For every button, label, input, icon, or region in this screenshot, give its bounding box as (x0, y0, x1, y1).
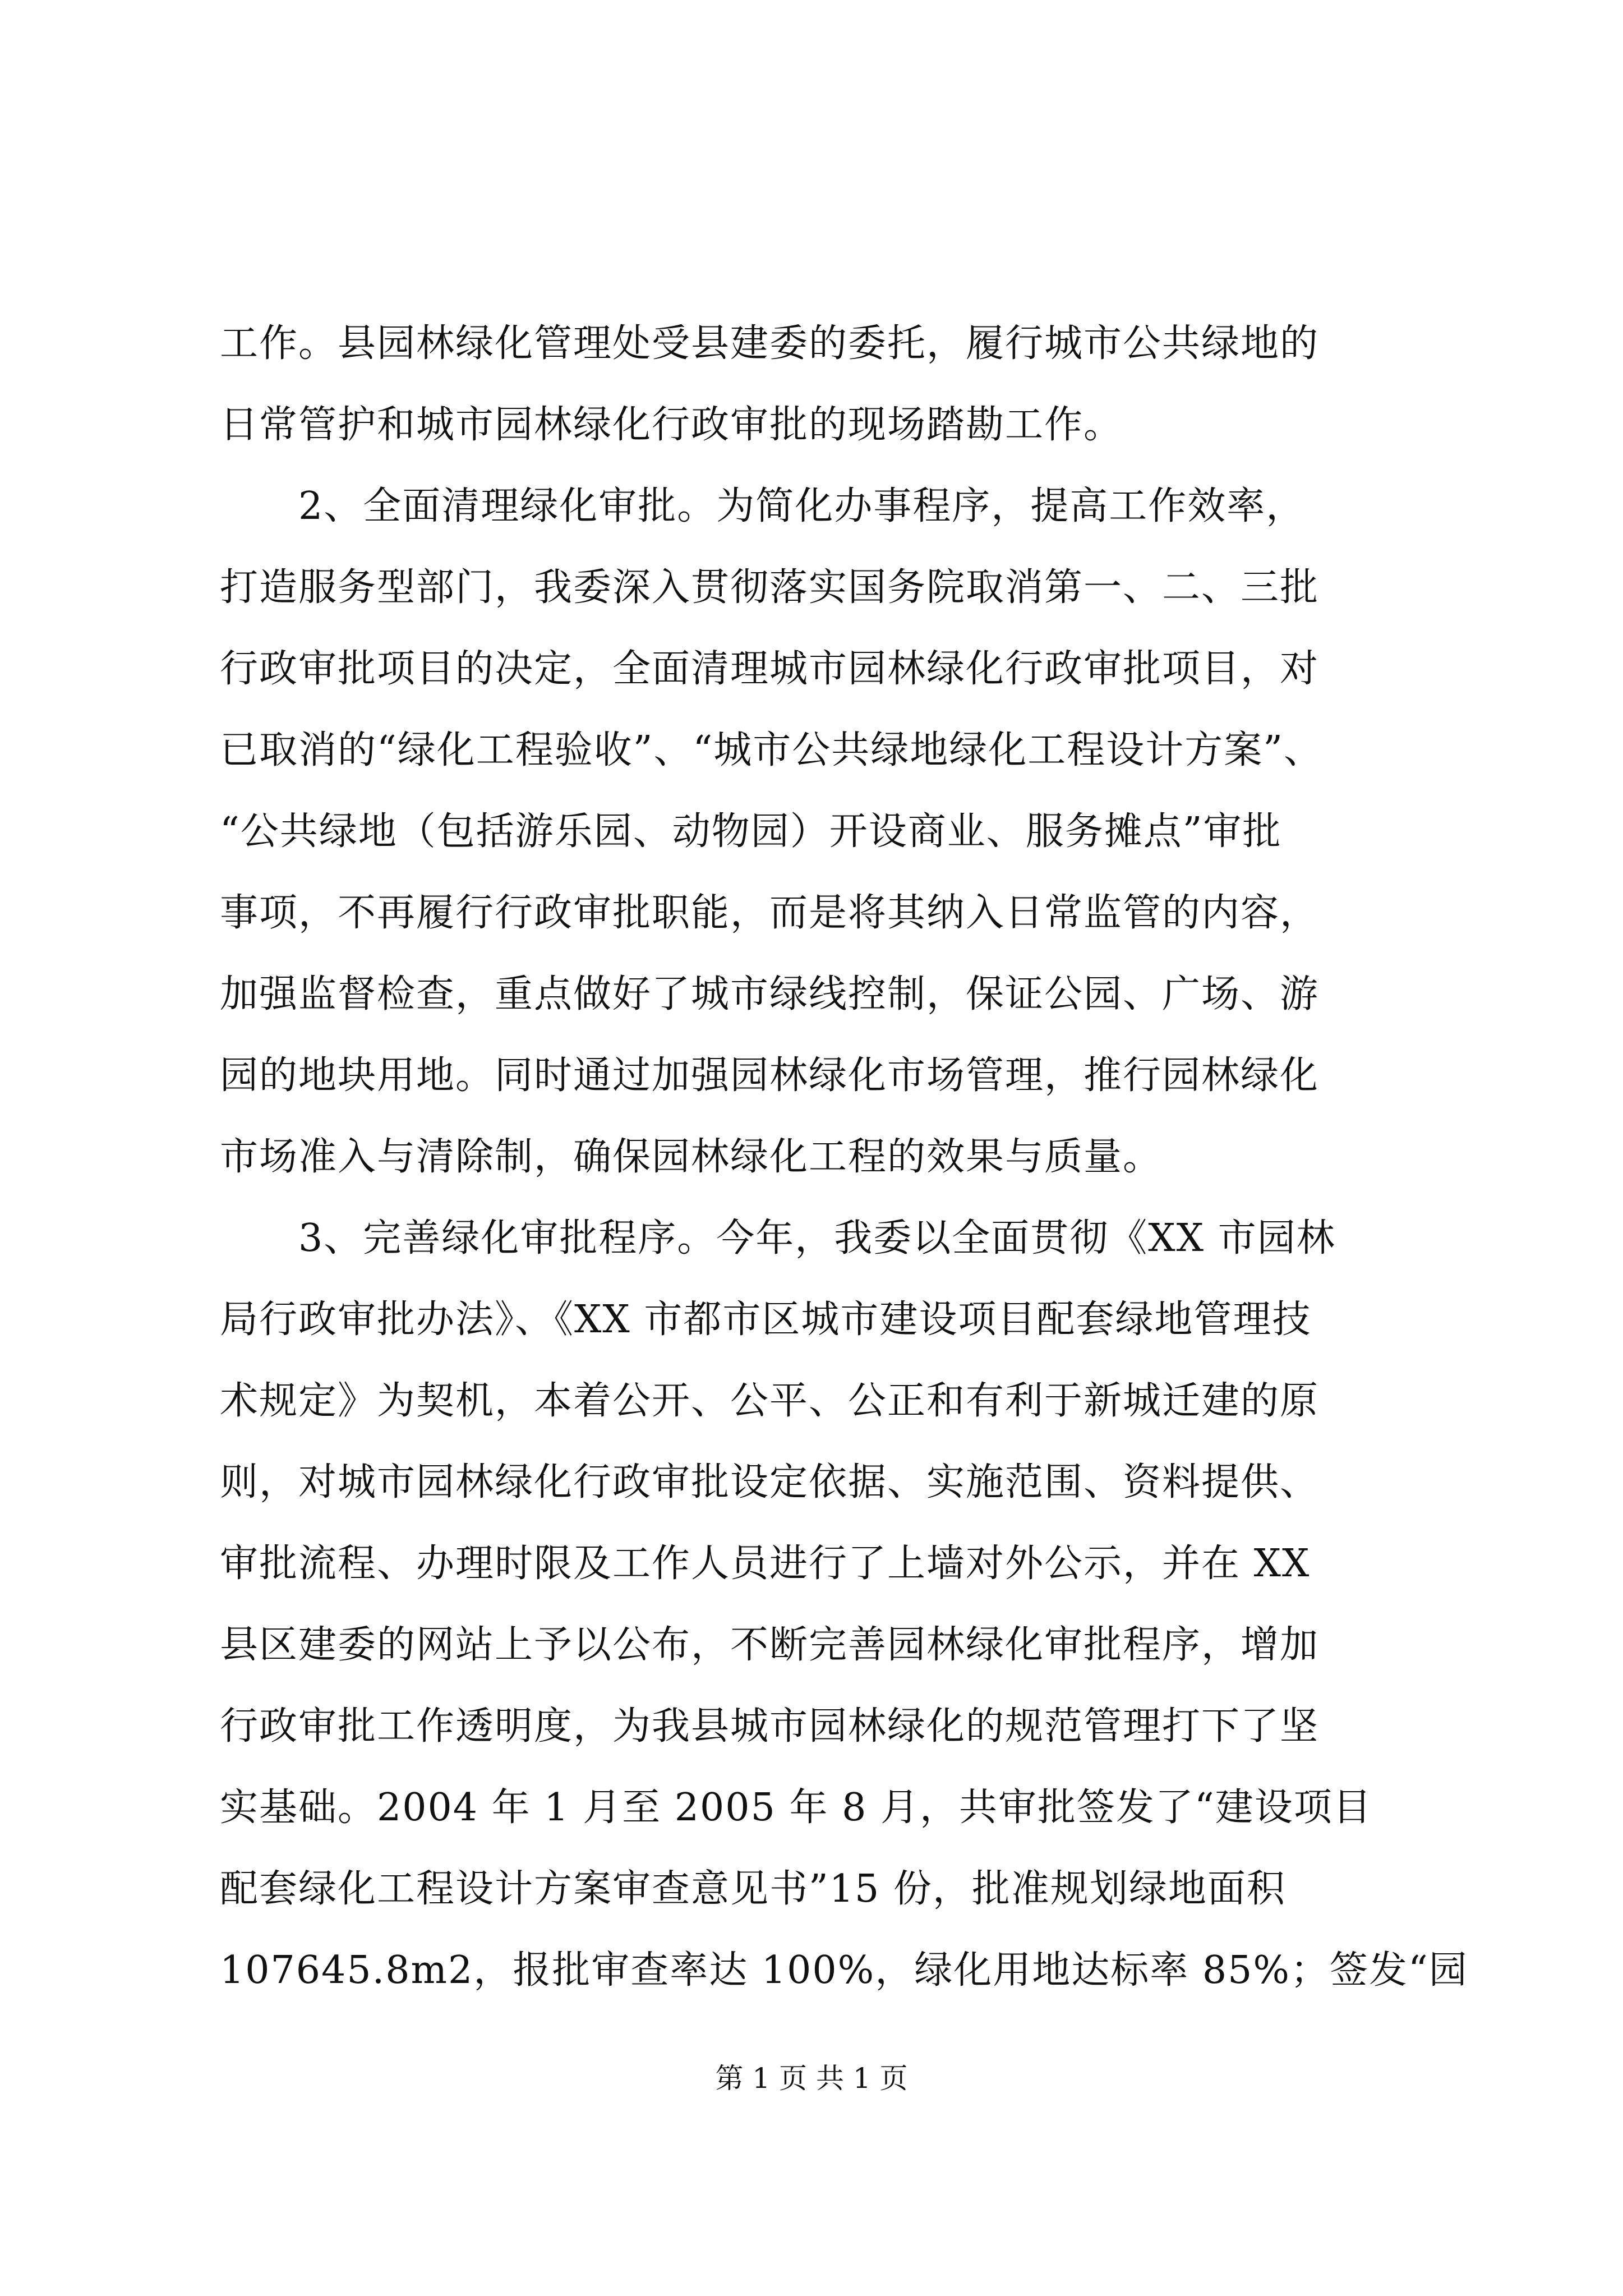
page-footer: 第 1 页 共 1 页 (715, 2062, 908, 2095)
text-line: 行政审批工作透明度，为我县城市园林绿化的规范管理打下了坚 (220, 1704, 1320, 1749)
text-line: 打造服务型部门，我委深入贯彻落实国务院取消第一、二、三批 (220, 565, 1320, 610)
text-line: 实基础。2004 年 1 月至 2005 年 8 月，共审批签发了“建设项目 (220, 1786, 1372, 1830)
text-line: 则，对城市园林绿化行政审批设定依据、实施范围、资料提供、 (220, 1460, 1320, 1504)
text-line: 县区建委的网站上予以公布，不断完善园林绿化审批程序，增加 (220, 1623, 1320, 1667)
paragraph-start-line: 2、全面清理绿化审批。为简化办事程序，提高工作效率， (298, 484, 1306, 528)
text-line: 加强监督检查，重点做好了城市绿线控制，保证公园、广场、游 (220, 972, 1320, 1016)
text-line: 事项，不再履行行政审批职能，而是将其纳入日常监管的内容， (220, 891, 1320, 935)
text-line: 审批流程、办理时限及工作人员进行了上墙对外公示，并在 XX (220, 1542, 1311, 1586)
text-line: 术规定》为契机，本着公开、公平、公正和有利于新城迁建的原 (220, 1379, 1320, 1423)
text-line: 107645.8m2，报批审查率达 100%，绿化用地达标率 85%；签发“园 (220, 1948, 1468, 1993)
text-line: 市场准入与清除制，确保园林绿化工程的效果与质量。 (220, 1135, 1163, 1179)
document-body (220, 303, 1468, 2011)
text-line: 园的地块用地。同时通过加强园林绿化市场管理，推行园林绿化 (220, 1053, 1320, 1098)
paragraph-start-line: 3、完善绿化审批程序。今年，我委以全面贯彻《XX 市园林 (298, 1216, 1336, 1260)
text-line: 局行政审批办法》、《XX 市都市区城市建设项目配套绿地管理技 (220, 1297, 1312, 1342)
text-line: “公共绿地（包括游乐园、动物园）开设商业、服务摊点”审批 (220, 809, 1282, 854)
text-line: 日常管护和城市园林绿化行政审批的现场踏勘工作。 (220, 403, 1123, 447)
text-line: 工作。县园林绿化管理处受县建委的委托，履行城市公共绿地的 (220, 321, 1320, 366)
text-line: 行政审批项目的决定，全面清理城市园林绿化行政审批项目，对 (220, 647, 1320, 691)
text-line: 配套绿化工程设计方案审查意见书”15 份，批准规划绿地面积 (220, 1867, 1286, 1911)
text-line: 已取消的“绿化工程验收”、“城市公共绿地绿化工程设计方案”、 (220, 728, 1324, 772)
